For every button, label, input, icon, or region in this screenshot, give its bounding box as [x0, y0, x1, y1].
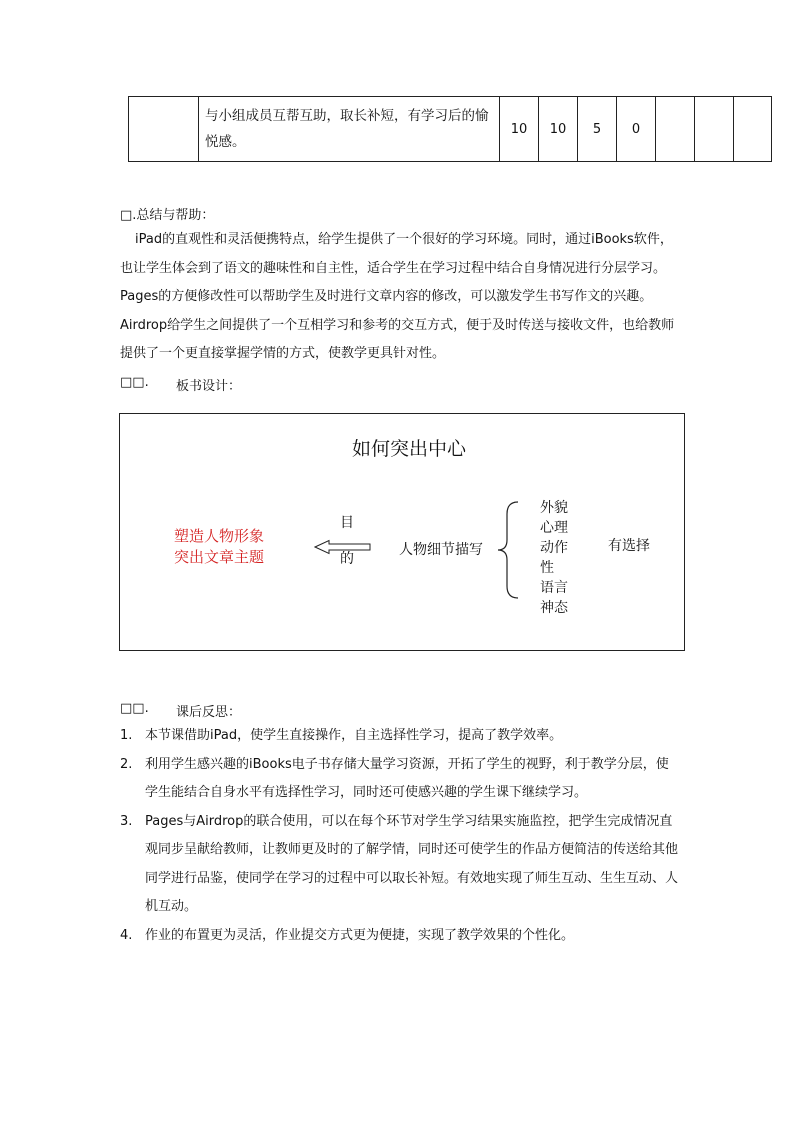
table-cell-score: [656, 97, 695, 162]
brace-item: 外貌: [540, 500, 568, 516]
list-item: [120, 922, 680, 951]
brace-item: 神态: [540, 600, 568, 616]
brace-item: 语言: [540, 580, 568, 596]
table-row: [129, 97, 772, 162]
list-item-text: Pages与Airdrop的联合使用，可以在每个环节对学生学习结果实施监控，把学生完成情况直观同步呈献给教师，让教师更及时的了解学情，同时还可使学生的作品方便简洁的传送给其他同学进行品鉴，使同学在学习的过程中可以取长补短。有效地实现了师生互动、生生互动、人机互动。: [145, 813, 679, 914]
board-design-box: [119, 413, 685, 651]
table-cell-empty: [129, 97, 199, 162]
evaluation-table: [128, 96, 772, 162]
board-heading-marker: □□.: [120, 375, 149, 390]
reflection-heading: 课后反思：: [176, 705, 242, 720]
board-left-line1: 塑造人物形象: [174, 527, 265, 545]
list-item-number: 1.: [120, 728, 133, 743]
list-item-number: 3.: [120, 813, 133, 829]
list-item-text: 本节课借助iPad，使学生直接操作，自主选择性学习，提高了教学效率。: [145, 728, 563, 743]
table-cell-score: 10: [539, 97, 578, 162]
table-cell-score: 5: [578, 97, 617, 162]
summary-paragraph: [120, 226, 680, 369]
board-title: 如何突出中心: [352, 438, 467, 460]
board-purpose-top: 目: [340, 515, 354, 531]
table-cell-score: [695, 97, 734, 162]
summary-text: iPad的直观性和灵活便携特点，给学生提供了一个很好的学习环境。同时，通过iBooks软件，也让学生体会到了语文的趣味性和自主性，适合学生在学习过程中结合自身情况进行分层学习。Pages的方便修改性可以帮助学生及时进行文章内容的修改，可以激发学生书写作文的兴趣。Airdrop给学生之间提供了一个互相学习和参考的交互方式，便于及时传送与接收文件，也给教师提供了一个更直接掌握学情的方式，使教学更具针对性。: [120, 232, 675, 361]
reflection-heading-marker: □□.: [120, 701, 149, 716]
brace-item: 性: [540, 560, 554, 576]
list-item-number: 4.: [120, 927, 133, 943]
brace-item: 动作: [540, 540, 568, 556]
board-heading: 板书设计：: [176, 379, 242, 394]
list-item-text: 作业的布置更为灵活，作业提交方式更为便捷，实现了教学效果的个性化。: [145, 927, 575, 943]
reflection-list: [120, 722, 680, 950]
list-item: [120, 722, 680, 751]
board-right-label: 有选择: [608, 538, 650, 554]
list-item-number: 2.: [120, 756, 133, 772]
board-purpose-bottom: 的: [340, 551, 354, 567]
summary-heading: □.总结与帮助：: [120, 208, 215, 223]
board-left-line2: 突出文章主题: [174, 548, 265, 566]
list-item: [120, 751, 680, 808]
table-cell-score: [734, 97, 772, 162]
brace-icon: [496, 500, 520, 600]
table-cell-score: 0: [617, 97, 656, 162]
table-cell-score: 10: [500, 97, 539, 162]
list-item: [120, 808, 680, 922]
brace-item: 心理: [540, 520, 568, 536]
list-item-text: 利用学生感兴趣的iBooks电子书存储大量学习资源，开拓了学生的视野，利于教学分层，使学生能结合自身水平有选择性学习，同时还可使感兴趣的学生课下继续学习。: [145, 756, 669, 800]
board-center-label: 人物细节描写: [399, 542, 483, 558]
table-cell-description: 与小组成员互帮互助，取长补短，有学习后的愉悦感。: [199, 97, 500, 162]
